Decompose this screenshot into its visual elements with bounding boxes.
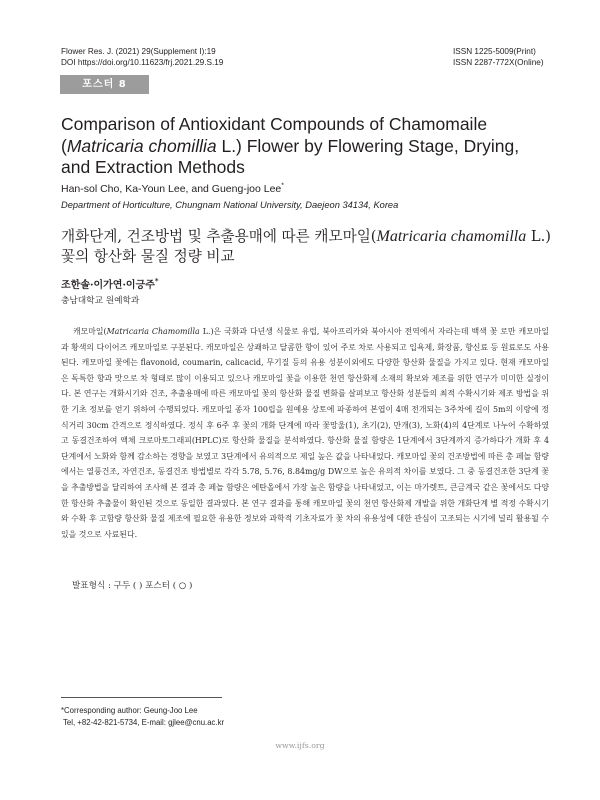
korean-author-names: 조한솔·이가연·이긍주 [61, 280, 155, 291]
english-affiliation: Department of Horticulture, Chungnam National University, Daejeon 34134, Korea [61, 200, 399, 210]
corresponding-author: *Corresponding author: Geung-Joo Lee [61, 706, 198, 715]
issn-online: ISSN 2287-772X(Online) [453, 58, 544, 67]
poster-badge: 포스터 8 [60, 75, 149, 94]
presentation-format: 발표형식 : 구두 ( ) 포스터 ( ○ ) [72, 581, 193, 591]
journal-header [61, 46, 223, 68]
korean-title-part1: 개화단계, 건조방법 및 추출용매에 따른 캐모마일( [61, 228, 377, 245]
contact-info: Tel, +82-42-821-5734, E-mail: gjlee@cnu.ac.kr [63, 718, 225, 727]
abstract-lead: 캐모마일( [73, 327, 107, 336]
corresponding-mark: * [281, 182, 285, 190]
korean-title-species: Matricaria chamomilla [376, 228, 527, 245]
issn-print: ISSN 1225-5009(Print) [453, 47, 536, 56]
korean-corresponding-mark: * [154, 276, 159, 286]
english-title-part2: L.) Flower by Flowering Stage, Drying, and Extraction Methods [61, 135, 520, 177]
footnote-divider [61, 697, 222, 698]
english-title [61, 114, 551, 179]
abstract-body [61, 324, 549, 542]
abstract-text: L.)은 국화과 다년생 식물로 유럽, 북아프리카와 북아시아 전역에서 자라는데 백색 꽃 로만 캐모마일과 황색의 다이어즈 캐모마일로 구분된다. 캐모마일은 상쾌하고 달콤한 향이 있어 주로 차로 사용되고 입욕제, 화장품, 향신료 등 원료로도 사용된다. 캐모마일 꽃에는 flavonoid, coumarin, calicacid, 무기질 등의 유용 성분이외에도 다양한 항산화 물질을 가지고 있다. 현재 캐모마일은 독특한 향과 맛으로 차 형태로 많이 이용되고 있으나 캐모마일 꽃을 이용한 천연 항산화제 소재의 확보와 제조를 위한 연구가 미미한 실정이다. 본 연구는 개화시기와 건조, 추출용매에 따른 캐모마일 꽃의 항산화 물질 변화를 살펴보고 항산화 성분들의 최적 수확시기와 제조 방법을 위한 기초 정보를 얻기 위하여 수행되었다. 캐모마일 종자 100립을 원예용 상토에 파종하여 본엽이 4매 전개되는 3주차에 길이 5m의 이랑에 정식거리 30cm 간격으로 정식하였다. 정식 후 6주 후 꽃의 개화 단계에 따라 꽃망울(1), 초기(2), 만개(3), 노화(4)의 4단계로 나누어 수확하였고 동결건조하여 액체 크로마토그래피(HPLC)로 항산화 물질을 분석하였다. 항산화 물질 함량은 1단계에서 3단계까지 증가하다가 개화 후 4단계에서 노화와 함께 감소하는 경향을 보였고 3단계에서 유의적으로 제일 높은 값을 나타내었다. 캐모마일 꽃의 건조방법에 따른 총 페놀 함량에서는 열풍건조, 자연건조, 동결건조 방법별로 각각 5.78, 5.76, 8.84mg/g DW으로 높은 유의적 차이를 보였다. 그 중 동결건조한 3단계 꽃을 추출방법을 달리하여 조사해 본 결과 총 페놀 함량은 에탄올에서 가장 높은 함량을 나타내었고, 이는 마가렛트, 큰금계국 같은 꽃에서도 다양한 항산화 추출물이 확인된 것으로 동일한 결과였다. 본 연구 결과를 통해 캐모마일 꽃의 천연 항산화제 개발을 위한 개화단계 별 적정 수확시기와 수확 후 고함량 항산화 물질 제조에 필요한 유용한 정보와 과학적 기초자료가 꽃 차의 유용성에 대한 관심이 고조되는 시기에 널리 활용될 수 있을 것으로 사료된다. [61, 327, 550, 539]
english-title-species: Matricaria chomillia [66, 135, 217, 156]
english-authors [61, 183, 284, 196]
english-title-part1: Comparison of Antioxidant Compounds of Chamomaile ( [61, 114, 488, 156]
footer-url[interactable]: www.ijfs.org [275, 741, 325, 750]
abstract-species: Matricaria Chamomilla [106, 327, 200, 336]
korean-authors [61, 276, 159, 292]
issn-block [453, 46, 544, 68]
doi-link[interactable]: DOI https://doi.org/10.11623/frj.2021.29.S.19 [61, 58, 224, 67]
journal-citation: Flower Res. J. (2021) 29(Supplement I):19 [61, 47, 216, 56]
english-author-names: Han-sol Cho, Ka-Youn Lee, and Gueng-joo Lee [61, 183, 282, 195]
korean-title-part2: L.) 꽃의 항산화 물질 정량 비교 [61, 228, 551, 265]
korean-affiliation: 충남대학교 원예학과 [61, 296, 140, 306]
footnote [61, 705, 224, 729]
korean-title [61, 227, 551, 267]
